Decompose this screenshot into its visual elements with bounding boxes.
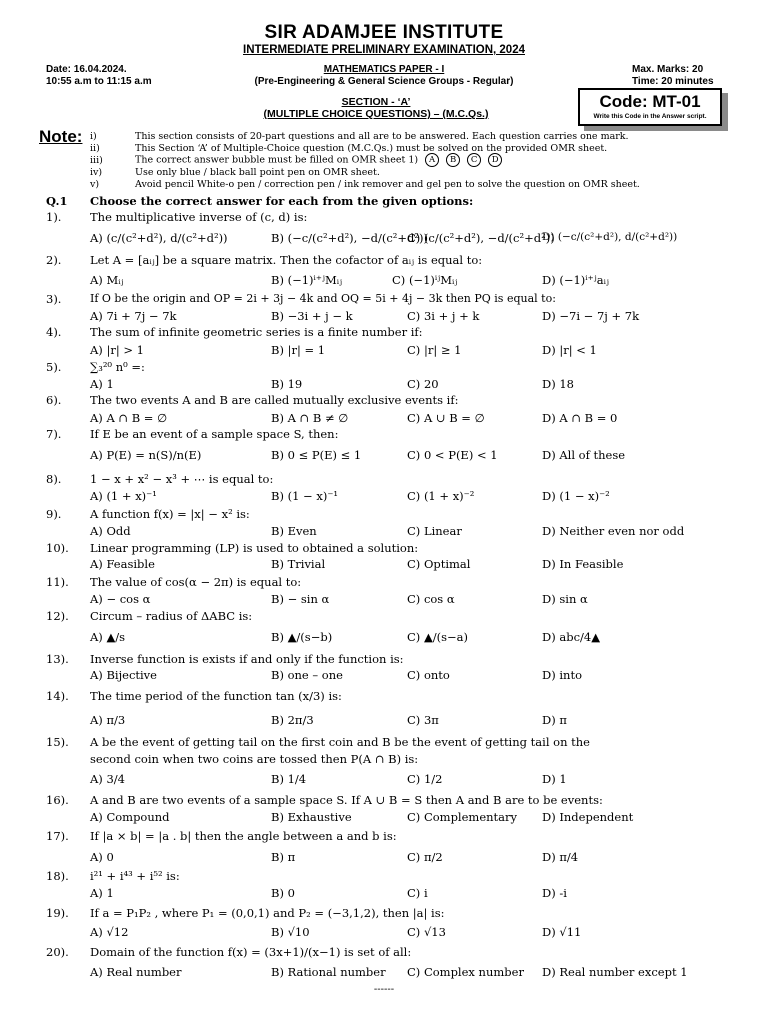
option-b: B) 1/4 (271, 772, 307, 786)
question-number: 15). (46, 735, 69, 749)
note-index: v) (90, 179, 100, 190)
option-c: C) |r| ≥ 1 (407, 343, 462, 357)
question-group-heading: Choose the correct answer for each from the given options: (90, 194, 474, 208)
marks-info (632, 64, 714, 88)
option-c: C) cos α (407, 592, 455, 606)
option-c: C) 1/2 (407, 772, 443, 786)
option-d: D) (1 − x)⁻² (542, 489, 610, 503)
question-text: Let A = [aᵢⱼ] be a square matrix. Then the cofactor of aᵢⱼ is equal to: (90, 253, 483, 267)
section-title: SECTION - ‘A’ (341, 96, 411, 108)
option-a: A) (1 + x)⁻¹ (90, 489, 157, 503)
option-b: B) √10 (271, 925, 310, 939)
option-c: C) (1 + x)⁻² (407, 489, 475, 503)
question-text: A be the event of getting tail on the first coin and B be the event of getting tail on the (90, 735, 590, 749)
note-index: ii) (90, 143, 100, 154)
paper-groups: (Pre-Engineering & General Science Groups - Regular) (254, 76, 514, 87)
question-text: If a = P₁P₂ , where P₁ = (0,0,1) and P₂ = (−3,1,2), then |a| is: (90, 906, 445, 920)
option-a: A) 3/4 (90, 772, 125, 786)
paper-code: Code: MT-01 (599, 92, 701, 111)
option-d: D) sin α (542, 592, 588, 606)
option-b: B) (−c/(c²+d²), −d/(c²+d²)) (271, 231, 428, 245)
bubble-b: B (446, 153, 460, 167)
option-d: D) A ∩ B = 0 (542, 411, 618, 425)
option-c: C) (−1)ⁱʲMᵢⱼ (392, 273, 458, 287)
option-d: D) Independent (542, 810, 634, 824)
option-c: C) π/2 (407, 850, 443, 864)
question-number: 7). (46, 427, 62, 441)
option-b: B) (−1)ⁱ⁺ʲMᵢⱼ (271, 273, 343, 287)
option-c: C) ▲/(s−a) (407, 630, 469, 644)
option-c: C) 3π (407, 713, 439, 727)
page-end-marker: ------ (373, 984, 395, 995)
option-d: D) 18 (542, 377, 574, 391)
option-d: D) |r| < 1 (542, 343, 597, 357)
option-d: D) All of these (542, 448, 626, 462)
question-number: 14). (46, 689, 69, 703)
exam-title: INTERMEDIATE PRELIMINARY EXAMINATION, 2024 (243, 44, 525, 56)
option-a: A) π/3 (90, 713, 126, 727)
note-text: This section consists of 20-part questions and all are to be answered. Each question carries one mark. (135, 131, 629, 142)
option-a: A) 1 (90, 377, 114, 391)
option-a: A) (c/(c²+d²), d/(c²+d²)) (90, 231, 228, 245)
question-text: Linear programming (LP) is used to obtained a solution: (90, 541, 419, 555)
option-b: B) − sin α (271, 592, 330, 606)
option-b: B) (1 − x)⁻¹ (271, 489, 338, 503)
question-text: A and B are two events of a sample space S. If A ∪ B = S then A and B are to be events: (90, 793, 603, 807)
question-text-continued: second coin when two coins are tossed then P(A ∩ B) is: (90, 752, 419, 766)
question-text: Domain of the function f(x) = (3x+1)/(x−1) is set of all: (90, 945, 412, 959)
question-number: 9). (46, 507, 62, 521)
option-a: A) Compound (90, 810, 170, 824)
option-a: A) − cos α (90, 592, 151, 606)
code-box (578, 88, 722, 126)
question-number: 20). (46, 945, 69, 959)
exam-time: 10:55 a.m to 11:15 a.m (46, 76, 152, 87)
section-subtitle: (MULTIPLE CHOICE QUESTIONS) – (M.C.Qs.) (263, 108, 489, 120)
note-text: This Section ‘A’ of Multiple-Choice question (M.C.Qs.) must be solved on the provided OMR sheet. (135, 143, 608, 154)
note-index: iii) (90, 155, 103, 166)
question-number: 11). (46, 575, 69, 589)
option-c: C) 0 < P(E) < 1 (407, 448, 498, 462)
time-allowed: Time: 20 minutes (632, 76, 714, 87)
note-text-bubbles (135, 153, 502, 167)
question-number: 13). (46, 652, 69, 666)
question-text: A function f(x) = |x| − x² is: (90, 507, 250, 521)
option-d: D) -i (542, 886, 567, 900)
note-text: The correct answer bubble must be filled on OMR sheet 1) (135, 154, 419, 166)
option-b: B) Exhaustive (271, 810, 352, 824)
option-c: C) Linear (407, 524, 462, 538)
option-b: B) π (271, 850, 296, 864)
question-text: The sum of infinite geometric series is a finite number if: (90, 325, 423, 339)
question-number: 2). (46, 253, 62, 267)
note-index: iv) (90, 167, 103, 178)
question-number: 1). (46, 210, 62, 224)
option-c: C) (c/(c²+d²), −d/(c²+d²)) (407, 231, 555, 245)
option-a: A) Real number (90, 965, 182, 979)
option-d: D) (−c/(c²+d²), d/(c²+d²)) (542, 231, 678, 243)
bubble-c: C (467, 153, 481, 167)
option-b: B) 19 (271, 377, 303, 391)
question-number: 16). (46, 793, 69, 807)
question-text: If E be an event of a sample space S, then: (90, 427, 339, 441)
option-c: C) Complementary (407, 810, 518, 824)
option-c: C) onto (407, 668, 450, 682)
code-instruction: Write this Code in the Answer script. (593, 113, 707, 120)
question-number: 3). (46, 292, 62, 306)
option-a: A) √12 (90, 925, 129, 939)
option-a: A) P(E) = n(S)/n(E) (90, 448, 202, 462)
option-c: C) A ∪ B = ∅ (407, 411, 485, 425)
max-marks: Max. Marks: 20 (632, 64, 704, 75)
paper-title: MATHEMATICS PAPER - I (323, 64, 445, 75)
option-c: C) Complex number (407, 965, 524, 979)
option-b: B) ▲/(s−b) (271, 630, 333, 644)
option-d: D) (−1)ⁱ⁺ʲaᵢⱼ (542, 273, 609, 287)
exam-date: Date: 16.04.2024. (46, 64, 127, 75)
question-text: 1 − x + x² − x³ + ⋯ is equal to: (90, 472, 274, 486)
question-number: 12). (46, 609, 69, 623)
note-index: i) (90, 131, 97, 142)
bubble-a: A (425, 153, 439, 167)
option-b: B) one – one (271, 668, 343, 682)
option-d: D) −7i − 7j + 7k (542, 309, 640, 323)
option-d: D) Neither even nor odd (542, 524, 685, 538)
question-text: If O be the origin and OP = 2i + 3j − 4k and OQ = 5i + 4j − 3k then PQ is equal to: (90, 292, 556, 305)
question-number: 17). (46, 829, 69, 843)
question-number: 4). (46, 325, 62, 339)
note-text: Use only blue / black ball point pen on OMR sheet. (135, 167, 380, 178)
option-b: B) Even (271, 524, 317, 538)
question-number: 19). (46, 906, 69, 920)
option-d: D) π (542, 713, 567, 727)
option-a: A) 0 (90, 850, 114, 864)
question-text: ∑₃²⁰ n⁰ =: (90, 360, 145, 374)
option-d: D) √11 (542, 925, 582, 939)
option-c: C) Optimal (407, 557, 471, 571)
option-c: C) √13 (407, 925, 446, 939)
option-c: C) 20 (407, 377, 439, 391)
option-b: B) 2π/3 (271, 713, 314, 727)
option-a: A) Bijective (90, 668, 157, 682)
option-d: D) In Feasible (542, 557, 624, 571)
option-a: A) Mᵢⱼ (90, 273, 124, 287)
option-a: A) 1 (90, 886, 114, 900)
option-d: D) π/4 (542, 850, 579, 864)
option-d: D) 1 (542, 772, 567, 786)
question-text: The two events A and B are called mutually exclusive events if: (90, 393, 459, 407)
option-a: A) 7i + 7j − 7k (90, 309, 177, 323)
question-number: 5). (46, 360, 62, 374)
option-b: B) Trivial (271, 557, 326, 571)
question-text: The value of cos(α − 2π) is equal to: (90, 575, 302, 589)
question-text: The multiplicative inverse of (c, d) is: (90, 210, 308, 224)
question-number: 8). (46, 472, 62, 486)
bubble-d: D (488, 153, 502, 167)
question-number: 18). (46, 869, 69, 883)
option-c: C) i (407, 886, 428, 900)
option-a: A) Odd (90, 524, 131, 538)
option-c: C) 3i + j + k (407, 309, 480, 323)
section-heading (250, 96, 502, 120)
question-number: 6). (46, 393, 62, 407)
question-text: i²¹ + i⁴³ + i⁵² is: (90, 869, 180, 883)
option-b: B) A ∩ B ≠ ∅ (271, 411, 349, 425)
option-b: B) |r| = 1 (271, 343, 326, 357)
option-d: D) into (542, 668, 582, 682)
institute-title: SIR ADAMJEE INSTITUTE (264, 22, 504, 43)
question-group-label: Q.1 (46, 194, 68, 208)
option-b: B) 0 (271, 886, 295, 900)
option-a: A) ▲/s (90, 630, 126, 644)
option-a: A) Feasible (90, 557, 155, 571)
question-text: Inverse function is exists if and only if the function is: (90, 652, 404, 666)
option-a: A) A ∩ B = ∅ (90, 411, 168, 425)
question-number: 10). (46, 541, 69, 555)
option-b: B) Rational number (271, 965, 386, 979)
option-d: D) abc/4▲ (542, 630, 601, 644)
note-text: Avoid pencil White-o pen / correction pen / ink remover and gel pen to solve the question on OMR sheet. (135, 179, 640, 190)
note-label: Note: (39, 127, 83, 146)
question-text: Circum – radius of ΔABC is: (90, 609, 253, 623)
option-a: A) |r| > 1 (90, 343, 144, 357)
question-text: If |a × b| = |a . b| then the angle between a and b is: (90, 829, 397, 843)
option-b: B) 0 ≤ P(E) ≤ 1 (271, 448, 362, 462)
option-d: D) Real number except 1 (542, 965, 688, 979)
question-text: The time period of the function tan (x/3) is: (90, 689, 342, 703)
option-b: B) −3i + j − k (271, 309, 353, 323)
